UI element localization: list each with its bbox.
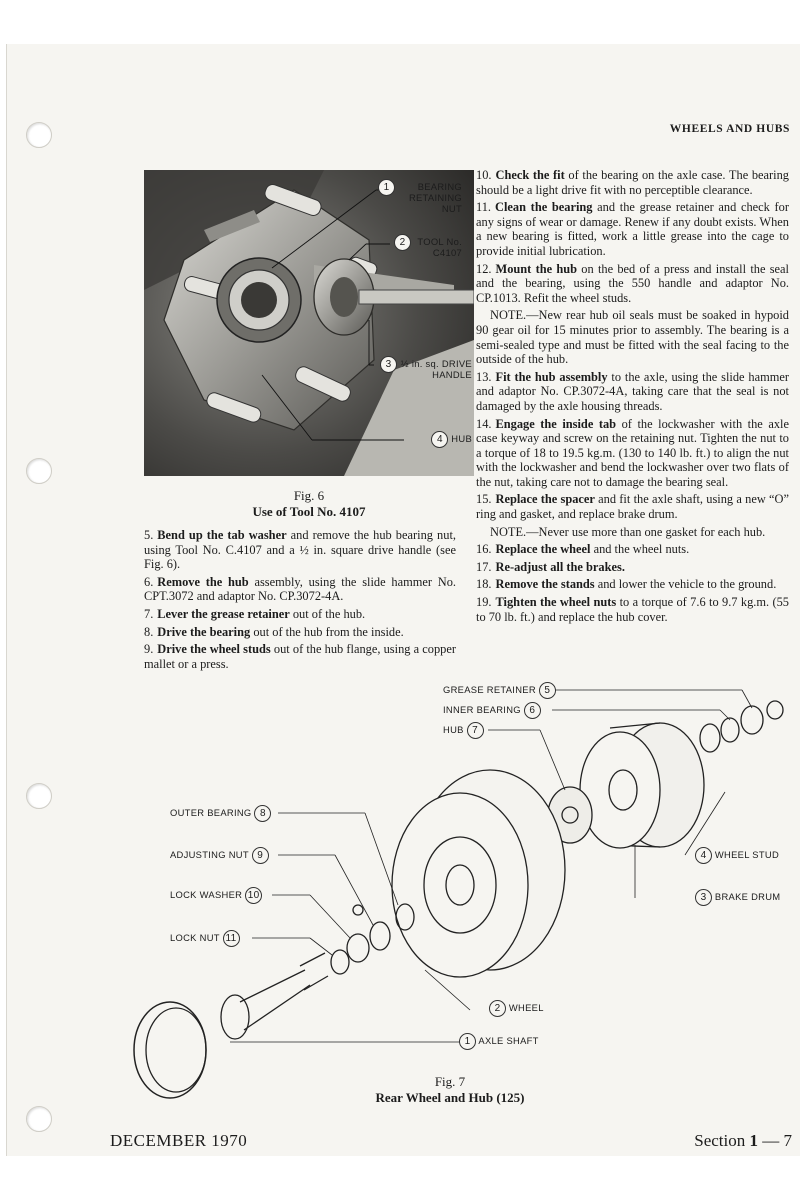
page-number: — 7: [762, 1131, 792, 1150]
callout-number: 3: [695, 889, 712, 906]
callout-number: 10: [245, 887, 262, 904]
fig7-callout-inner-bearing: [443, 702, 541, 719]
procedure-step: [476, 200, 789, 258]
procedure-step: [476, 492, 789, 521]
procedure-step: [476, 525, 789, 540]
fig7-callout-adjusting-nut: [170, 847, 269, 864]
callout-number: 4: [431, 431, 448, 448]
step-number: 10.: [476, 168, 492, 182]
step-lead: Check the fit: [495, 168, 565, 182]
step-text: and remove the hub bearing nut, using Tool No. C.4107 and a ½ in. square drive handle (see Fig. 6).: [144, 528, 456, 572]
procedure-step: [144, 607, 456, 622]
footer-date: DECEMBER 1970: [110, 1131, 248, 1150]
binder-hole: [26, 458, 52, 484]
fig6-caption: [144, 488, 474, 520]
fig7-callout-wheel-stud: [695, 847, 779, 864]
step-number: 8.: [144, 624, 154, 639]
step-text: of the lockwasher with the axle case keyway and screw on the retaining nut. Tighten the nut to a torque of 18 to 19.5 kg.m. (130 to 140 lb. ft.) to align the nut with the lockwasher and bend the lockwasher over two flats of the nut, taking care not to damage the bearing seal.: [476, 416, 789, 489]
callout-label: HUB: [451, 432, 472, 444]
step-text: of the bearing on the axle case. The bearing should be a light drive fit with no perceptible clearance.: [476, 168, 789, 197]
callout-number: 7: [467, 722, 484, 739]
step-number: 17.: [476, 559, 492, 574]
fig6-callout-bearing-retaining-nut: [358, 179, 462, 214]
running-head: WHEELS AND HUBS: [669, 123, 790, 135]
step-lead: Remove the stands: [495, 577, 595, 592]
procedure-step: [476, 542, 789, 557]
step-number: 7.: [144, 606, 154, 621]
fig6-title: Use of Tool No. 4107: [252, 504, 366, 519]
step-text: and the grease retainer and check for any signs of wear or damage. Renew if any doubt exists. When a new bearing is fitted, work a little grease into the cage to provide initial lubrication.: [476, 200, 789, 258]
callout-number: 6: [524, 702, 541, 719]
callout-number: 1: [459, 1033, 476, 1050]
callout-number: 4: [695, 847, 712, 864]
callout-label: ½ in. sq. DRIVE HANDLE: [400, 358, 472, 380]
fig6-number: Fig. 6: [293, 488, 325, 503]
step-text: assembly, using the slide hammer No. CPT.3072 and adaptor No. CP.3072-4A.: [144, 574, 456, 604]
callout-label: HUB: [443, 723, 464, 735]
fig6-callout-hub: [398, 431, 472, 448]
procedure-step: [476, 595, 789, 624]
step-text: and the wheel nuts.: [590, 542, 690, 557]
fig7-number: Fig. 7: [434, 1074, 466, 1089]
callout-label: WHEEL STUD: [714, 848, 780, 860]
step-number: 16.: [476, 542, 492, 557]
step-text: out of the hub from the inside.: [250, 624, 404, 639]
step-lead: Remove the hub: [157, 574, 249, 589]
procedure-step: [476, 262, 789, 306]
step-lead: Fit the hub assembly: [495, 369, 608, 384]
callout-number: 5: [539, 682, 556, 699]
step-number: 11.: [476, 200, 492, 215]
step-lead: Replace the spacer: [495, 492, 595, 507]
procedure-step: [476, 308, 789, 366]
step-text: out of the hub flange, using a copper mallet or a press.: [144, 642, 456, 671]
step-text: and fit the axle shaft, using a new “O” ring and gasket, and replace brake drum.: [476, 492, 789, 522]
callout-label: LOCK WASHER: [170, 888, 243, 900]
procedure-step: [144, 575, 456, 604]
callout-number: 8: [254, 805, 271, 822]
callout-label: BEARING RETAINING NUT: [408, 181, 462, 214]
step-text: and lower the vehicle to the ground.: [594, 577, 777, 592]
callout-label: AXLE SHAFT: [478, 1034, 539, 1046]
step-text: NOTE.—Never use more than one gasket for each hub.: [490, 524, 766, 539]
step-number: 5.: [144, 528, 154, 542]
fig7-callout-lock-washer: [170, 887, 262, 904]
step-lead: Clean the bearing: [495, 200, 593, 215]
fig7-title: Rear Wheel and Hub (125): [375, 1090, 525, 1105]
step-lead: Replace the wheel: [495, 542, 591, 557]
callout-label: ADJUSTING NUT: [170, 848, 249, 860]
step-number: 9.: [144, 642, 154, 657]
section-label: Section: [694, 1131, 746, 1150]
section-number: 1: [749, 1131, 758, 1150]
callout-label: GREASE RETAINER: [443, 683, 536, 695]
binder-hole: [26, 783, 52, 809]
step-text: out of the hub.: [289, 606, 366, 621]
step-number: 13.: [476, 369, 492, 384]
procedure-step: [144, 642, 456, 671]
procedure-step: [476, 168, 789, 197]
procedure-step: [476, 577, 789, 592]
step-number: 6.: [144, 574, 154, 589]
procedure-step: [144, 528, 456, 572]
fig7-callout-outer-bearing: [170, 805, 271, 822]
callout-number: 3: [380, 356, 397, 373]
callout-number: 1: [378, 179, 395, 196]
step-lead: Lever the grease retainer: [157, 606, 290, 621]
callout-label: BRAKE DRUM: [714, 890, 781, 902]
step-lead: Engage the inside tab: [495, 416, 617, 431]
step-text: on the bed of a press and install the seal and the bearing, using the 550 handle and adaptor No. CP.1013. Refit the wheel studs.: [476, 261, 789, 305]
step-number: 12.: [476, 261, 492, 276]
callout-number: 9: [252, 847, 269, 864]
fig6-callout-drive-handle: [368, 356, 472, 380]
step-number: 15.: [476, 492, 492, 507]
fig7-callout-brake-drum: [695, 889, 780, 906]
procedure-step: [144, 625, 456, 640]
fig7-callout-wheel: [489, 1000, 544, 1017]
step-number: 14.: [476, 416, 492, 431]
procedure-step: [476, 417, 789, 490]
step-lead: Drive the wheel studs: [157, 642, 271, 657]
left-column-steps: [144, 528, 456, 674]
step-lead: Drive the bearing: [157, 624, 251, 639]
footer-section: [694, 1131, 792, 1151]
binder-hole: [26, 122, 52, 148]
step-lead: Bend up the tab washer: [157, 528, 287, 542]
step-number: 18.: [476, 577, 492, 592]
binder-hole: [26, 1106, 52, 1132]
step-lead: Mount the hub: [495, 261, 578, 276]
fig7-callout-lock-nut: [170, 930, 240, 947]
right-column-steps: [476, 168, 789, 627]
step-text: to the axle, using the slide hammer and adaptor No. CP.3072-4A, taking care that the seal is not damaged by the axle housing threads.: [476, 369, 789, 413]
fig7-callout-grease-retainer: [443, 682, 556, 699]
procedure-step: [476, 370, 789, 414]
step-lead: Re-adjust all the brakes.: [495, 559, 625, 574]
callout-label: WHEEL: [508, 1001, 544, 1013]
callout-label: LOCK NUT: [170, 931, 220, 943]
callout-label: OUTER BEARING: [170, 806, 252, 818]
step-number: 19.: [476, 595, 492, 610]
fig7-callout-axle-shaft: [459, 1033, 539, 1050]
callout-number: 11: [223, 930, 240, 947]
step-lead: Tighten the wheel nuts: [495, 595, 617, 610]
callout-label: TOOL No. C4107: [417, 236, 462, 258]
procedure-step: [476, 560, 789, 575]
callout-number: 2: [489, 1000, 506, 1017]
step-text: NOTE.—New rear hub oil seals must be soaked in hypoid 90 gear oil for 15 minutes prior to assembly. The bearing is a semi-sealed type and must be fitted with the seal facing to the outside of the hub.: [476, 308, 789, 367]
fig7-caption: [330, 1074, 570, 1106]
callout-label: INNER BEARING: [443, 703, 521, 715]
step-text: to a torque of 7.6 to 9.7 kg.m. (55 to 70 lb. ft.) and replace the hub cover.: [476, 595, 789, 624]
fig7-callout-hub: [443, 722, 484, 739]
callout-number: 2: [394, 234, 411, 251]
fig6-callout-tool: [378, 234, 462, 258]
